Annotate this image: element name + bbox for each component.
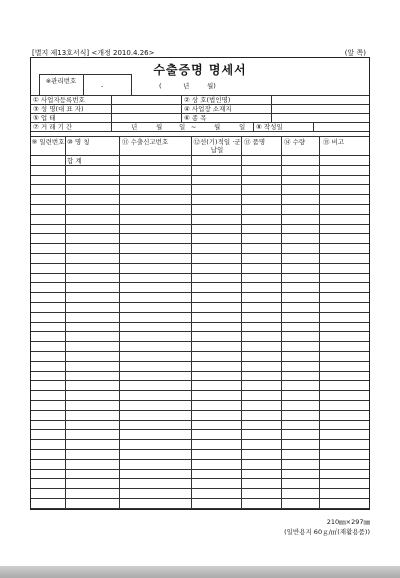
table-row-line	[31, 243, 369, 244]
paper-size-note: 210㎜×297㎜	[326, 518, 370, 526]
col-export-no-header: ⑪ 수출신고번호	[122, 138, 169, 146]
table-row-line	[31, 449, 369, 450]
col-quantity-header: ⑭ 수량	[284, 138, 306, 146]
business-address-label: ④ 사업장 소재지	[184, 105, 232, 113]
representative-label: ③ 성 명(대 표 자)	[33, 105, 84, 113]
table-row-line	[31, 253, 369, 254]
period-from-year: 년	[131, 123, 138, 131]
table-row-line	[31, 380, 369, 381]
table-row-line	[31, 439, 369, 440]
table-row-line	[31, 194, 369, 195]
form-title: 수출증명 명세서	[153, 63, 247, 77]
written-date-label: ⑧ 작성일	[256, 123, 283, 131]
table-row-line	[31, 469, 369, 470]
col-remarks-header: ⑮ 비고	[323, 138, 345, 146]
table-row-line	[31, 400, 369, 401]
table-row-line	[31, 204, 369, 205]
year-label: 년	[183, 82, 190, 90]
period-from-month: 월	[156, 123, 163, 131]
company-name-label: ② 상 호(법인명)	[184, 96, 231, 104]
viewer-bottom-bar	[0, 566, 400, 578]
table-row-line	[31, 488, 369, 489]
table-row-line	[31, 263, 369, 264]
table-row-line	[31, 361, 369, 362]
detail-table-grid	[31, 58, 369, 509]
table-row-line	[31, 331, 369, 332]
table-row-line	[31, 233, 369, 234]
month-close-label: 월)	[207, 82, 216, 90]
table-row-line	[31, 459, 369, 460]
table-row-line	[31, 214, 369, 215]
period-to-month: 월	[214, 123, 221, 131]
table-row-line	[31, 478, 369, 479]
business-item-label: ⑥ 종 목	[184, 114, 207, 122]
form-reference: [별지 제13호서식] <개정 2010.4.26>	[32, 49, 155, 57]
table-row-line	[31, 282, 369, 283]
table-row-line	[31, 184, 369, 185]
table-row-line	[31, 273, 369, 274]
table-row-line	[31, 410, 369, 411]
col-product-header: ⑬ 품명	[244, 138, 266, 146]
table-row-line	[31, 508, 369, 509]
table-row-line	[31, 155, 369, 156]
period-tilde: ~	[191, 123, 197, 131]
table-row-line	[31, 429, 369, 430]
total-label: 합 계	[67, 157, 82, 165]
col-name-header: ⑩ 명 칭	[67, 138, 90, 146]
period-to-day: 일	[239, 123, 246, 131]
table-row-line	[31, 390, 369, 391]
biz-reg-no-label: ① 사업자등록번호	[33, 96, 85, 104]
table-row-line	[31, 165, 369, 166]
table-row-line	[31, 371, 369, 372]
col-serial-header: ⑨ 일련번호	[31, 138, 65, 146]
transaction-period-label: ⑦ 거 래 기 간	[33, 123, 73, 131]
period-from-day: 일	[179, 123, 186, 131]
mgmt-number-dash: -	[101, 82, 104, 90]
mgmt-number-label: ※관리번호	[45, 77, 77, 85]
table-row-line	[31, 175, 369, 176]
table-row-line	[31, 341, 369, 342]
export-statement-form	[30, 57, 370, 510]
paper-type-note: (일반용지 60ｇ/㎡(재활용품))	[284, 528, 370, 536]
col-ship-date-header: ⑫선(기)적일 ·군납일	[193, 138, 241, 154]
table-row-line	[31, 292, 369, 293]
table-row-line	[31, 224, 369, 225]
page-side-label: (앞 쪽)	[344, 49, 366, 57]
table-row-line	[31, 302, 369, 303]
table-row-line	[31, 322, 369, 323]
business-type-label: ⑤ 업 태	[33, 114, 56, 122]
year-open-paren: (	[159, 82, 162, 90]
table-row-line	[31, 351, 369, 352]
table-row-line	[31, 498, 369, 499]
table-row-line	[31, 312, 369, 313]
table-row-line	[31, 420, 369, 421]
